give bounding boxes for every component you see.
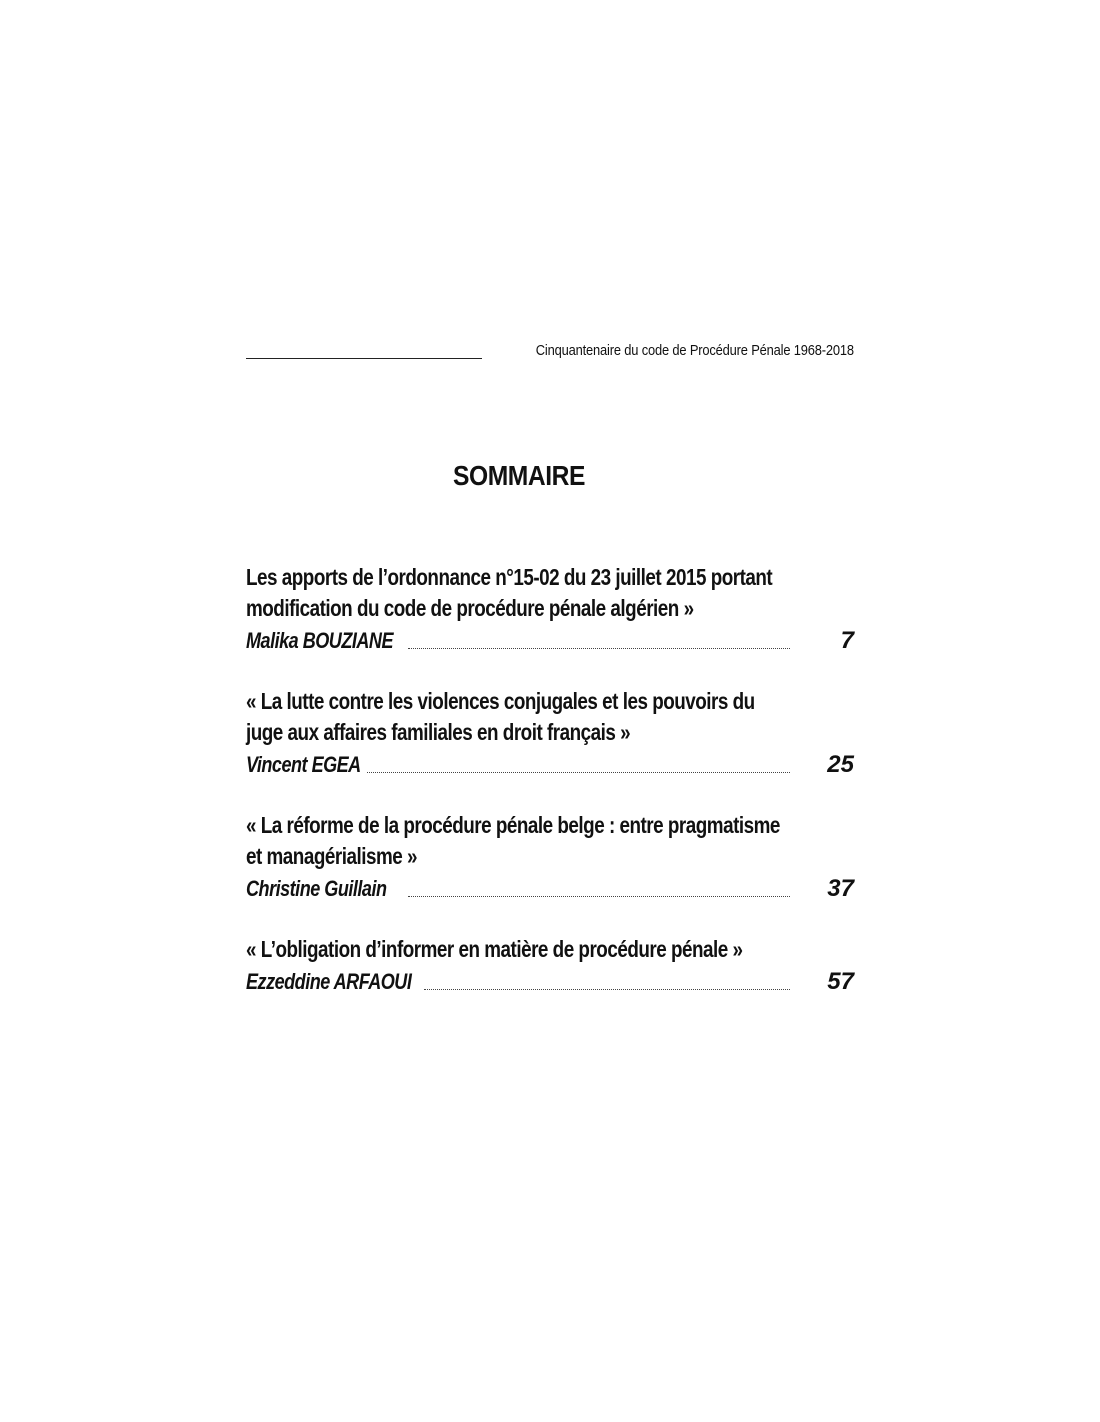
toc-entry-title-line: juge aux affaires familiales en droit français » — [246, 719, 631, 745]
toc-entry-title-line: « L’obligation d’informer en matière de procédure pénale » — [246, 936, 743, 962]
toc-entry-title-line: et managérialisme » — [246, 843, 417, 869]
toc-author-row — [246, 750, 854, 782]
toc-entry-author: Malika BOUZIANE — [246, 628, 393, 653]
toc-entry — [246, 562, 854, 658]
dot-leader — [408, 896, 790, 897]
dot-leader — [367, 772, 790, 773]
toc-entry — [246, 810, 854, 906]
toc-author-row — [246, 626, 854, 658]
toc-entry-page-number: 57 — [827, 968, 854, 995]
dot-leader — [408, 648, 790, 649]
toc-entry-page-number: 7 — [840, 627, 854, 654]
toc-entry-title-line: « La réforme de la procédure pénale belge : entre pragmatisme — [246, 812, 780, 838]
toc-entry — [246, 686, 854, 782]
running-title: Cinquantenaire du code de Procédure Pénale 1968-2018 — [535, 342, 854, 359]
toc-entry-author: Ezzeddine ARFAOUI — [246, 969, 412, 994]
toc-entry — [246, 934, 854, 999]
toc-entry-title-line: « La lutte contre les violences conjugales et les pouvoirs du — [246, 688, 755, 714]
page-title: SOMMAIRE — [453, 460, 585, 491]
toc-entry-page-number: 37 — [827, 875, 854, 902]
toc-entry-page-number: 25 — [827, 751, 854, 778]
header-rule — [246, 358, 482, 359]
toc-entry-title-line: modification du code de procédure pénale algérien » — [246, 595, 694, 621]
dot-leader — [424, 989, 790, 990]
toc-author-row — [246, 874, 854, 906]
toc-entry-author: Vincent EGEA — [246, 752, 361, 777]
toc-entry-title-line: Les apports de l’ordonnance n°15-02 du 23 juillet 2015 portant — [246, 564, 773, 590]
toc-entry-author: Christine Guillain — [246, 876, 387, 901]
toc-author-row — [246, 967, 854, 999]
running-header — [246, 342, 854, 366]
